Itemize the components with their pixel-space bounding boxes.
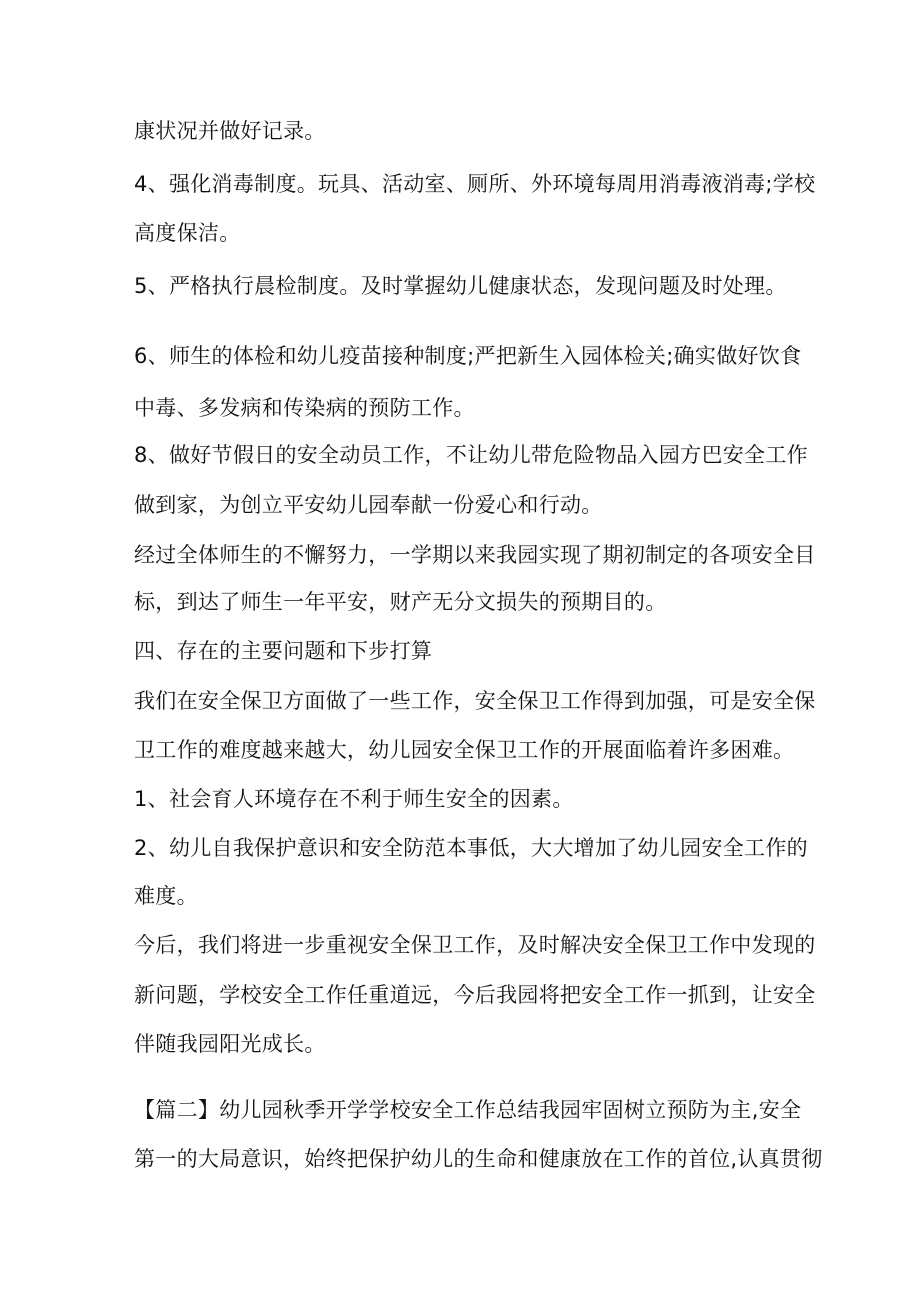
text-line: 难度。	[134, 884, 198, 908]
text-line: 标，到达了师生一年平安，财产无分文损失的预期目的。	[134, 590, 667, 614]
text-line: 卫工作的难度越来越大，幼儿园安全保卫工作的开展面临着许多困难。	[134, 738, 795, 762]
text-line: 我们在安全保卫方面做了一些工作，安全保卫工作得到加强，可是安全保	[134, 689, 816, 713]
text-line: 今后，我们将进一步重视安全保卫工作，及时解决安全保卫工作中发现的	[134, 933, 816, 957]
text-line: 中毒、多发病和传染病的预防工作。	[134, 396, 475, 420]
text-line: 6、师生的体检和幼儿疫苗接种制度;严把新生入园体检关;确实做好饮食	[134, 344, 802, 368]
text-line: 2、幼儿自我保护意识和安全防范本事低，大大增加了幼儿园安全工作的	[134, 836, 808, 860]
text-line: 1、社会育人环境存在不利于师生安全的因素。	[134, 787, 574, 811]
text-line: 高度保洁。	[134, 221, 241, 245]
section-heading: 四、存在的主要问题和下步打算	[134, 639, 433, 663]
text-line: 第一的大局意识，始终把保护幼儿的生命和健康放在工作的首位,认真贯彻	[134, 1147, 823, 1171]
text-line: 康状况并做好记录。	[134, 119, 326, 143]
text-line: 4、强化消毒制度。玩具、活动室、厕所、外环境每周用消毒液消毒;学校	[134, 172, 816, 196]
text-line: 8、做好节假日的安全动员工作，不让幼儿带危险物品入园方巴安全工作	[134, 443, 808, 467]
text-line: 5、严格执行晨检制度。及时掌握幼儿健康状态，发现问题及时处理。	[134, 274, 787, 298]
text-line: 经过全体师生的不懈努力，一学期以来我园实现了期初制定的各项安全目	[134, 543, 816, 567]
text-line: 做到家，为创立平安幼儿园奉献一份爱心和行动。	[134, 493, 603, 517]
text-line: 新问题，学校安全工作任重道远，今后我园将把安全工作一抓到，让安全	[134, 983, 816, 1007]
text-line: 【篇二】幼儿园秋季开学学校安全工作总结我园牢固树立预防为主,安全	[134, 1098, 802, 1122]
text-line: 伴随我园阳光成长。	[134, 1032, 326, 1056]
